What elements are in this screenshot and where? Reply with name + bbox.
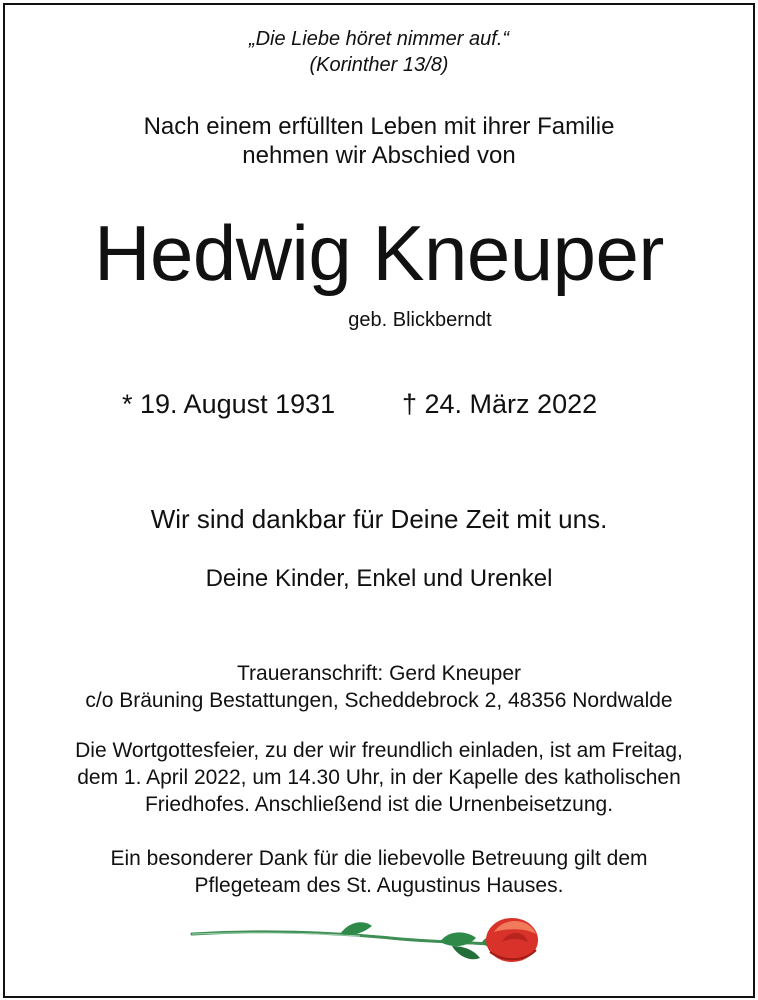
intro-line-1: Nach einem erfüllten Leben mit ihrer Familie — [143, 113, 615, 140]
rose-leaf-1 — [340, 922, 372, 935]
gratitude-line-1: Ein besonderer Dank für die liebevolle Betreuung gilt dem — [110, 847, 648, 870]
address-line-2: c/o Bräuning Bestattungen, Scheddebrock 2, 48356 Nordwalde — [85, 689, 673, 712]
service-line-1: Die Wortgottesfeier, zu der wir freundlich einladen, ist am Freitag, — [75, 739, 683, 762]
intro-line-2: nehmen wir Abschied von — [242, 142, 516, 169]
bible-quote: „Die Liebe höret nimmer auf.“ — [248, 28, 510, 50]
service-line-3: Friedhofes. Anschließend ist die Urnenbeisetzung. — [144, 793, 614, 816]
rose-leaf-3 — [452, 946, 480, 959]
thanks-line: Wir sind dankbar für Deine Zeit mit uns. — [150, 504, 608, 534]
address-line-1: Traueranschrift: Gerd Kneuper — [236, 662, 522, 685]
service-line-2: dem 1. April 2022, um 14.30 Uhr, in der Kapelle des katholischen — [77, 766, 681, 789]
maiden-name: geb. Blickberndt — [348, 309, 492, 331]
birth-date: * 19. August 1931 — [122, 389, 336, 419]
rose-icon — [190, 912, 550, 974]
family-signature: Deine Kinder, Enkel und Urenkel — [205, 565, 553, 592]
death-date: † 24. März 2022 — [402, 389, 598, 419]
life-dates — [0, 389, 758, 425]
gratitude-line-2: Pflegeteam des St. Augustinus Hauses. — [194, 874, 564, 897]
deceased-name: Hedwig Kneuper — [94, 209, 664, 297]
bible-quote-source: (Korinther 13/8) — [309, 54, 449, 76]
